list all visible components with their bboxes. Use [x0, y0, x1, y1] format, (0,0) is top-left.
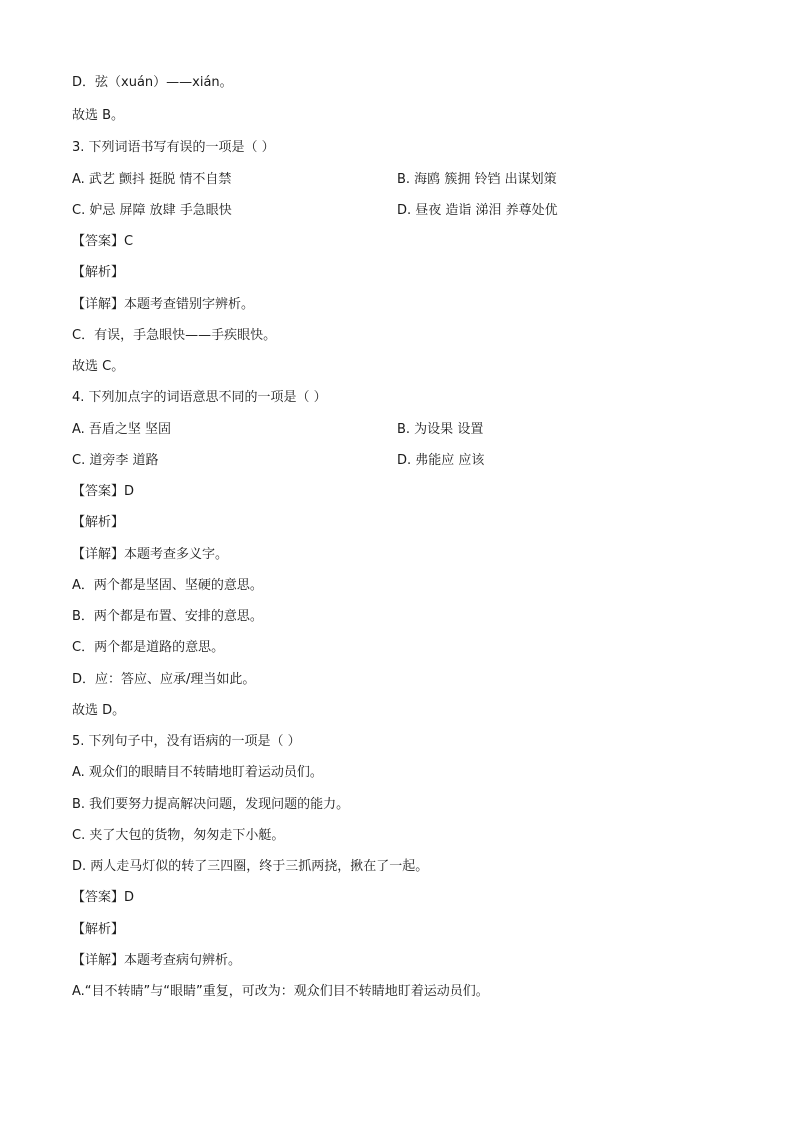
explanation-line: A．两个都是坚固、坚硬的意思。	[72, 578, 263, 593]
question-4-option-b: B. 为设果 设置	[397, 422, 484, 437]
explanation-line: A.“目不转睛”与“眼睛”重复，可改为：观众们目不转睛地盯着运动员们。	[72, 984, 489, 999]
analysis-label: 【解析】	[72, 922, 125, 937]
explanation-line: B．两个都是布置、安排的意思。	[72, 609, 263, 624]
question-5-option-d: D. 两人走马灯似的转了三四圈，终于三抓两挠，揪在了一起。	[72, 859, 429, 874]
detail-line: 【详解】本题考查错别字辨析。	[72, 297, 255, 312]
question-4-option-d: D. 弗能应 应该	[397, 453, 485, 468]
question-5-option-b: B. 我们要努力提高解决问题，发现问题的能力。	[72, 797, 350, 812]
explanation-line: C．有误，手急眼快——手疾眼快。	[72, 328, 277, 343]
question-4-option-c: C. 道旁李 道路	[72, 453, 159, 468]
detail-line: 【详解】本题考查病句辨析。	[72, 953, 242, 968]
question-3-option-a: A. 武艺 颤抖 挺脱 情不自禁	[72, 172, 232, 187]
text-line: D．弦（xuán）——xián。	[72, 75, 233, 90]
answer-label: 【答案】D	[72, 484, 135, 499]
answer-label: 【答案】D	[72, 890, 135, 905]
detail-line: 【详解】本题考查多义字。	[72, 547, 229, 562]
question-4-stem: 4. 下列加点字的词语意思不同的一项是（ ）	[72, 390, 327, 405]
choose-line: 故选 D。	[72, 703, 126, 718]
question-4-option-a: A. 吾盾之坚 坚固	[72, 422, 172, 437]
analysis-label: 【解析】	[72, 265, 125, 280]
analysis-label: 【解析】	[72, 515, 125, 530]
question-5-stem: 5. 下列句子中，没有语病的一项是（ ）	[72, 734, 301, 749]
question-5-option-c: C. 夹了大包的货物，匆匆走下小艇。	[72, 828, 285, 843]
choose-line: 故选 C。	[72, 359, 125, 374]
explanation-line: C．两个都是道路的意思。	[72, 640, 225, 655]
explanation-line: D．应：答应、应承/理当如此。	[72, 672, 256, 687]
text-line: 故选 B。	[72, 108, 125, 123]
answer-label: 【答案】C	[72, 234, 134, 249]
question-5-option-a: A. 观众们的眼睛目不转睛地盯着运动员们。	[72, 765, 323, 780]
question-3-option-b: B. 海鸥 簇拥 铃铛 出谋划策	[397, 172, 557, 187]
question-3-option-d: D. 昼夜 造诣 涕泪 养尊处优	[397, 203, 558, 218]
question-3-option-c: C. 妒忌 屏障 放肆 手急眼快	[72, 203, 232, 218]
question-3-stem: 3. 下列词语书写有误的一项是（ ）	[72, 140, 275, 155]
